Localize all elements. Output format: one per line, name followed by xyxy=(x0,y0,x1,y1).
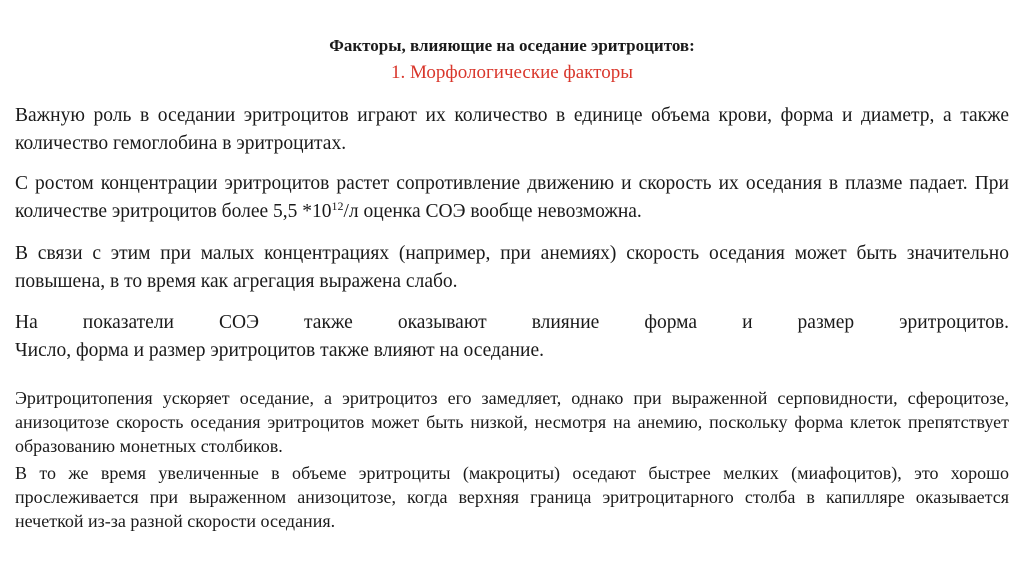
paragraph-role-of-erythrocytes: Важную роль в оседании эритроцитов играют их количество в единице объема крови, форма и диаметр, а также количество гемоглобина в эритроцитах. xyxy=(15,105,1009,154)
paragraph-shape-size-line2: Число, форма и размер эритроцитов также влияют на оседание. xyxy=(15,340,545,361)
paragraph-concentration-text: С ростом концентрации эритроцитов растет сопротивление движению и скорость их оседания в плазме падает. При количестве эритроцитов более 5,5 *10 xyxy=(15,173,1009,222)
exponent: 12 xyxy=(331,199,344,213)
paragraph-concentration-tail: /л оценка СОЭ вообще невозможна. xyxy=(343,201,642,222)
word: также xyxy=(304,312,353,333)
word: эритроцитов. xyxy=(899,312,1009,333)
word: показатели xyxy=(82,312,174,333)
word: На xyxy=(15,312,38,333)
paragraph-macrocytes: В то же время увеличенные в объеме эритроциты (макроциты) оседают быстрее мелких (миафоцитов), это хорошо прослеживается при выраженном анизоцитозе, когда верхняя граница эритроцитарного столба в капилляре оказывается нечеткой из-за разной скорости оседания. xyxy=(15,463,1009,531)
paragraph-shape-size xyxy=(15,309,1009,365)
slide-subtitle: 1. Морфологические факторы xyxy=(391,62,633,83)
slide-title: Факторы, влияющие на оседание эритроцитов: xyxy=(329,36,695,55)
word: и xyxy=(742,312,753,333)
word: влияние xyxy=(531,312,600,333)
paragraph-erythrocytopenia: Эритроцитопения ускоряет оседание, а эритроцитоз его замедляет, однако при выраженной серповидности, сфероцитозе, анизоцитозе скорость оседания эритроцитов может быть низкой, несмотря на анемию, поскольку форма клеток препятствует образованию монетных столбиков. xyxy=(15,388,1009,456)
paragraph-anemia: В связи с этим при малых концентрациях (например, при анемиях) скорость оседания может быть значительно повышена, в то время как агрегация выражена слабо. xyxy=(15,243,1009,292)
paragraph-shape-size-line1 xyxy=(15,309,1009,337)
word: форма xyxy=(644,312,698,333)
word: СОЭ xyxy=(219,312,259,333)
word: оказывают xyxy=(397,312,487,333)
paragraph-concentration xyxy=(15,170,1009,226)
word: размер xyxy=(797,312,855,333)
